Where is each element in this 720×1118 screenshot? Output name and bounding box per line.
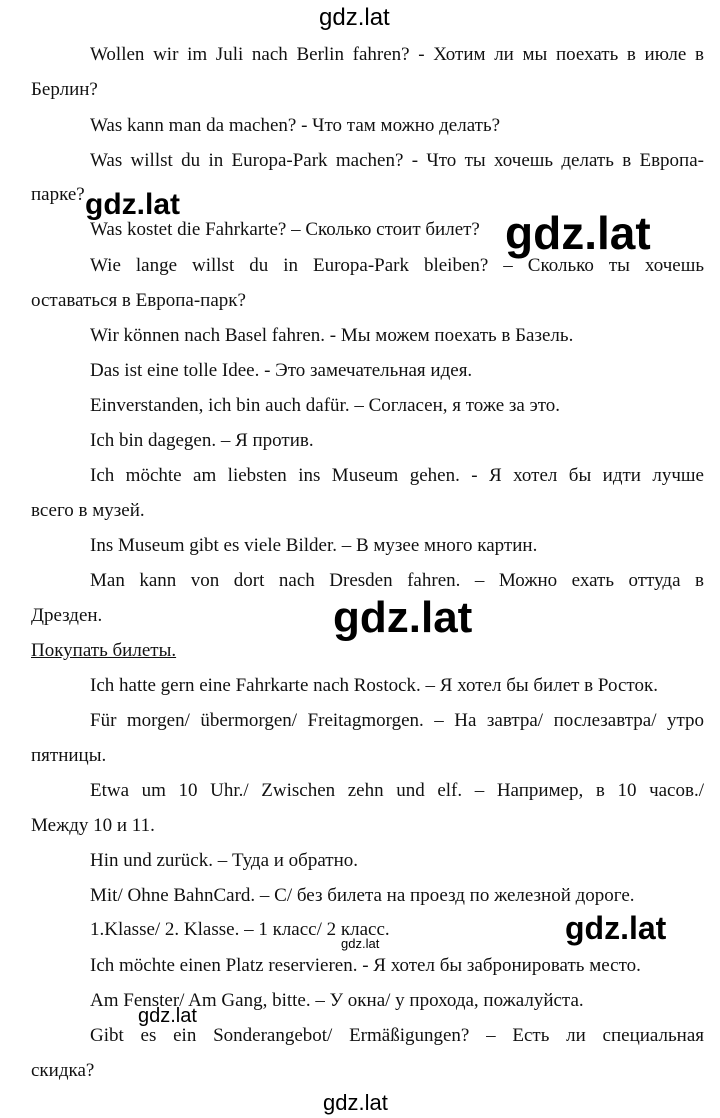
text-line: Mit/ Ohne BahnCard. – С/ без билета на проезд по железной дороге.	[90, 885, 635, 906]
watermark-right-big: gdz.lat	[505, 207, 651, 259]
text-line: скидка?	[31, 1060, 95, 1081]
text-line: Einverstanden, ich bin auch dafür. – Согласен, я тоже за это.	[90, 395, 561, 416]
text-line: Für morgen/ übermorgen/ Freitagmorgen. – На завтра/ послезавтра/ утро	[90, 710, 704, 731]
text-line: Дрезден.	[31, 605, 103, 626]
text-line: Ich bin dagegen. – Я против.	[90, 430, 314, 451]
text-line: Ich möchte einen Platz reservieren. - Я хотел бы забронировать место.	[90, 955, 641, 976]
watermark-left: gdz.lat	[85, 188, 180, 221]
text-line: всего в музей.	[31, 500, 145, 521]
text-line: Was kostet die Fahrkarte? – Сколько стоит билет?	[90, 219, 480, 240]
text-line: Was willst du in Europa-Park machen? - Что ты хочешь делать в Европа-	[90, 150, 704, 171]
text-line: Man kann von dort nach Dresden fahren. – Можно ехать оттуда в	[90, 570, 704, 591]
text-line: Hin und zurück. – Туда и обратно.	[90, 850, 359, 871]
text-line: парке?	[31, 184, 85, 205]
text-line: Am Fenster/ Am Gang, bitte. – У окна/ у прохода, пожалуйста.	[90, 990, 584, 1011]
text-line: Ich möchte am liebsten ins Museum gehen. - Я хотел бы идти лучше	[90, 465, 704, 486]
section-heading: Покупать билеты.	[31, 640, 177, 661]
text-line: 1.Klasse/ 2. Klasse. – 1 класс/ 2 класс.	[90, 919, 390, 940]
text-line: Das ist eine tolle Idee. - Это замечательная идея.	[90, 360, 473, 381]
text-line: Wollen wir im Juli nach Berlin fahren? - Хотим ли мы поехать в июле в	[90, 44, 704, 65]
watermark-tiny: gdz.lat	[341, 936, 380, 951]
text-line: оставаться в Европа-парк?	[31, 290, 246, 311]
text-line: Между 10 и 11.	[31, 815, 155, 836]
text-line: Ich hatte gern eine Fahrkarte nach Rostock. – Я хотел бы билет в Росток.	[90, 675, 658, 696]
text-line: Ins Museum gibt es viele Bilder. – В музее много картин.	[90, 535, 538, 556]
text-line: Wir können nach Basel fahren. - Мы можем поехать в Базель.	[90, 325, 574, 346]
text-line: Берлин?	[31, 79, 98, 100]
watermark-center: gdz.lat	[333, 593, 473, 642]
watermark-top: gdz.lat	[319, 4, 390, 31]
watermark-right-mid: gdz.lat	[565, 910, 667, 946]
watermark-bottom-left: gdz.lat	[138, 1005, 197, 1027]
text-line: Gibt es ein Sonderangebot/ Ermäßigungen? – Есть ли специальная	[90, 1025, 704, 1046]
text-line: Etwa um 10 Uhr./ Zwischen zehn und elf. – Например, в 10 часов./	[90, 780, 704, 801]
text-line: пятницы.	[31, 745, 107, 766]
watermark-bottom: gdz.lat	[323, 1090, 388, 1115]
text-line: Wie lange willst du in Europa-Park bleiben? – Сколько ты хочешь	[90, 255, 704, 276]
text-line: Was kann man da machen? - Что там можно делать?	[90, 115, 501, 136]
